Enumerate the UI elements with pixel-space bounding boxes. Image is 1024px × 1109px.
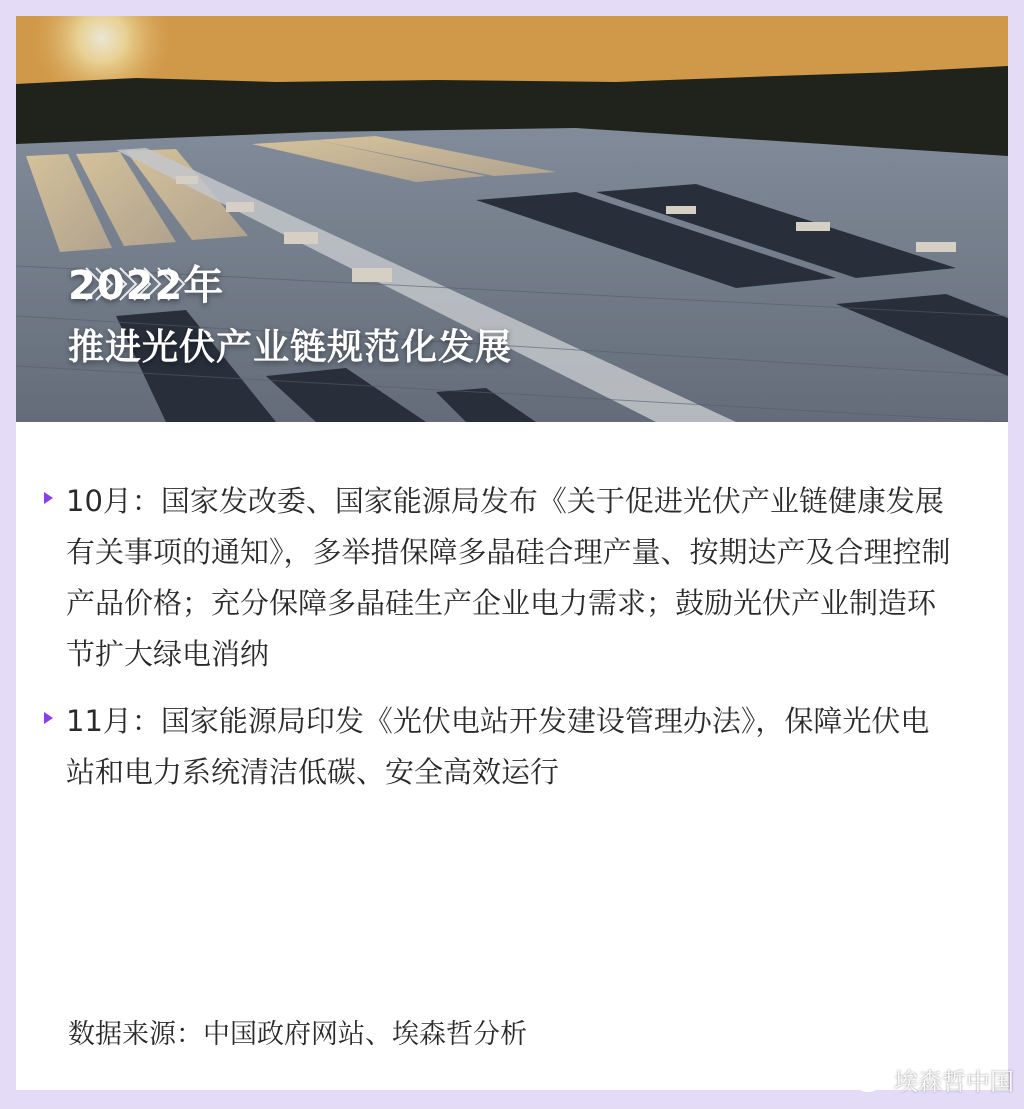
list-item-text: 10月：国家发改委、国家能源局发布《关于促进光伏产业链健康发展有关事项的通知》，多举措保障多晶硅合理产量、按期达产及合理控制产品价格；充分保障多晶硅生产企业电力需求；鼓励光伏产业制造环节扩大绿电消纳 [66, 484, 951, 671]
weibo-icon [854, 1067, 888, 1093]
triangle-bullet-icon [44, 492, 53, 504]
hero-title [68, 264, 512, 370]
content-card [16, 16, 1008, 1090]
policy-list [44, 476, 954, 814]
chevron-arrows-icon [82, 264, 190, 304]
hero-image [16, 16, 1008, 422]
triangle-bullet-icon [44, 712, 53, 724]
hero-subtitle: 推进光伏产业链规范化发展 [68, 327, 513, 368]
data-source-note: 数据来源：中国政府网站、埃森哲分析 [68, 1019, 527, 1050]
list-item [44, 476, 954, 680]
watermark [854, 1062, 1014, 1097]
list-item [44, 696, 954, 798]
list-item-text: 11月：国家能源局印发《光伏电站开发建设管理办法》，保障光伏电站和电力系统清洁低碳、安全高效运行 [66, 704, 930, 789]
hero-year: 2022年 [68, 263, 225, 309]
watermark-text: 埃森哲中国 [894, 1068, 1014, 1096]
